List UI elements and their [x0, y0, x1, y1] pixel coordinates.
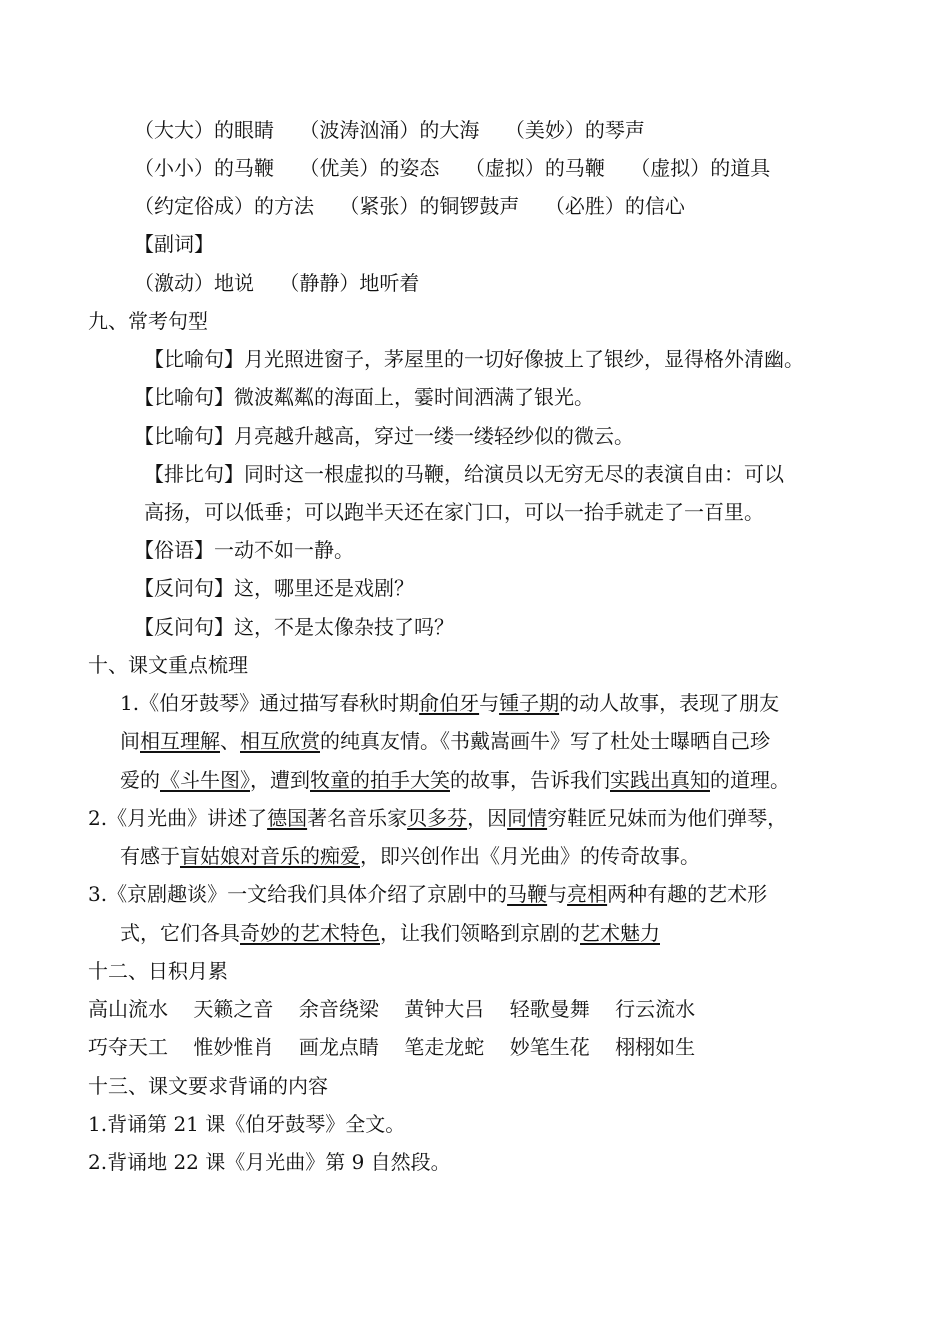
sentence-item: 【比喻句】月光照进窗子，茅屋里的一切好像披上了银纱，显得格外清幽。 [144, 347, 804, 371]
idiom-row-2: 巧夺天工 惟妙惟肖 画龙点睛 笔走龙蛇 妙笔生花 栩栩如生 [88, 1035, 696, 1059]
adjective-row-3: （约定俗成）的方法 （紧张）的铜锣鼓声 （必胜）的信心 [134, 194, 685, 218]
sentence-item: 【比喻句】月亮越升越高，穿过一缕一缕轻纱似的微云。 [134, 424, 634, 448]
review-paragraph-3-line-2: 式，它们各具奇妙的艺术特色，让我们领略到京剧的艺术魅力 [120, 921, 660, 945]
recitation-item-2: 2.背诵地 22 课《月光曲》第 9 自然段。 [88, 1150, 451, 1174]
review-paragraph-1-line-3: 爱的《斗牛图》，遭到牧童的拍手大笑的故事，告诉我们实践出真知的道理。 [120, 768, 790, 792]
section-heading-sentences: 九、常考句型 [88, 309, 208, 333]
review-paragraph-2-line-2: 有感于盲姑娘对音乐的痴爱，即兴创作出《月光曲》的传奇故事。 [120, 844, 700, 868]
section-heading-idioms: 十二、日积月累 [88, 959, 228, 983]
sentence-item: 【反问句】这，不是太像杂技了吗？ [134, 615, 454, 639]
section-heading-review: 十、课文重点梳理 [88, 653, 248, 677]
review-paragraph-3-line-1: 3.《京剧趣谈》一文给我们具体介绍了京剧中的马鞭与亮相两种有趣的艺术形 [88, 882, 768, 906]
adjective-row-2: （小小）的马鞭 （优美）的姿态 （虚拟）的马鞭 （虚拟）的道具 [134, 156, 771, 180]
adjective-row-1: （大大）的眼睛 （波涛汹涌）的大海 （美妙）的琴声 [134, 118, 645, 142]
sentence-item: 【俗语】一动不如一静。 [134, 538, 354, 562]
review-paragraph-2-line-1: 2.《月光曲》讲述了德国著名音乐家贝多芬，因同情穷鞋匠兄妹而为他们弹琴， [88, 806, 788, 830]
sentence-item: 【排比句】同时这一根虚拟的马鞭，给演员以无穷无尽的表演自由：可以 [144, 462, 784, 486]
sentence-item: 【比喻句】微波粼粼的海面上，霎时间洒满了银光。 [134, 385, 594, 409]
sentence-item: 【反问句】这，哪里还是戏剧？ [134, 576, 414, 600]
idiom-row-1: 高山流水 天籁之音 余音绕梁 黄钟大吕 轻歌曼舞 行云流水 [88, 997, 696, 1021]
sentence-item-continued: 高扬，可以低垂；可以跑半天还在家门口，可以一抬手就走了一百里。 [144, 500, 764, 524]
review-paragraph-1-line-1: 1.《伯牙鼓琴》通过描写春秋时期俞伯牙与锺子期的动人故事，表现了朋友 [120, 691, 780, 715]
adverb-heading: 【副词】 [134, 232, 214, 256]
section-heading-recitation: 十三、课文要求背诵的内容 [88, 1074, 328, 1098]
adverb-row-1: （激动）地说 （静静）地听着 [134, 271, 420, 295]
review-paragraph-1-line-2: 间相互理解、相互欣赏的纯真友情。《书戴嵩画牛》写了杜处士曝晒自己珍 [120, 729, 770, 753]
recitation-item-1: 1.背诵第 21 课《伯牙鼓琴》全文。 [88, 1112, 406, 1136]
